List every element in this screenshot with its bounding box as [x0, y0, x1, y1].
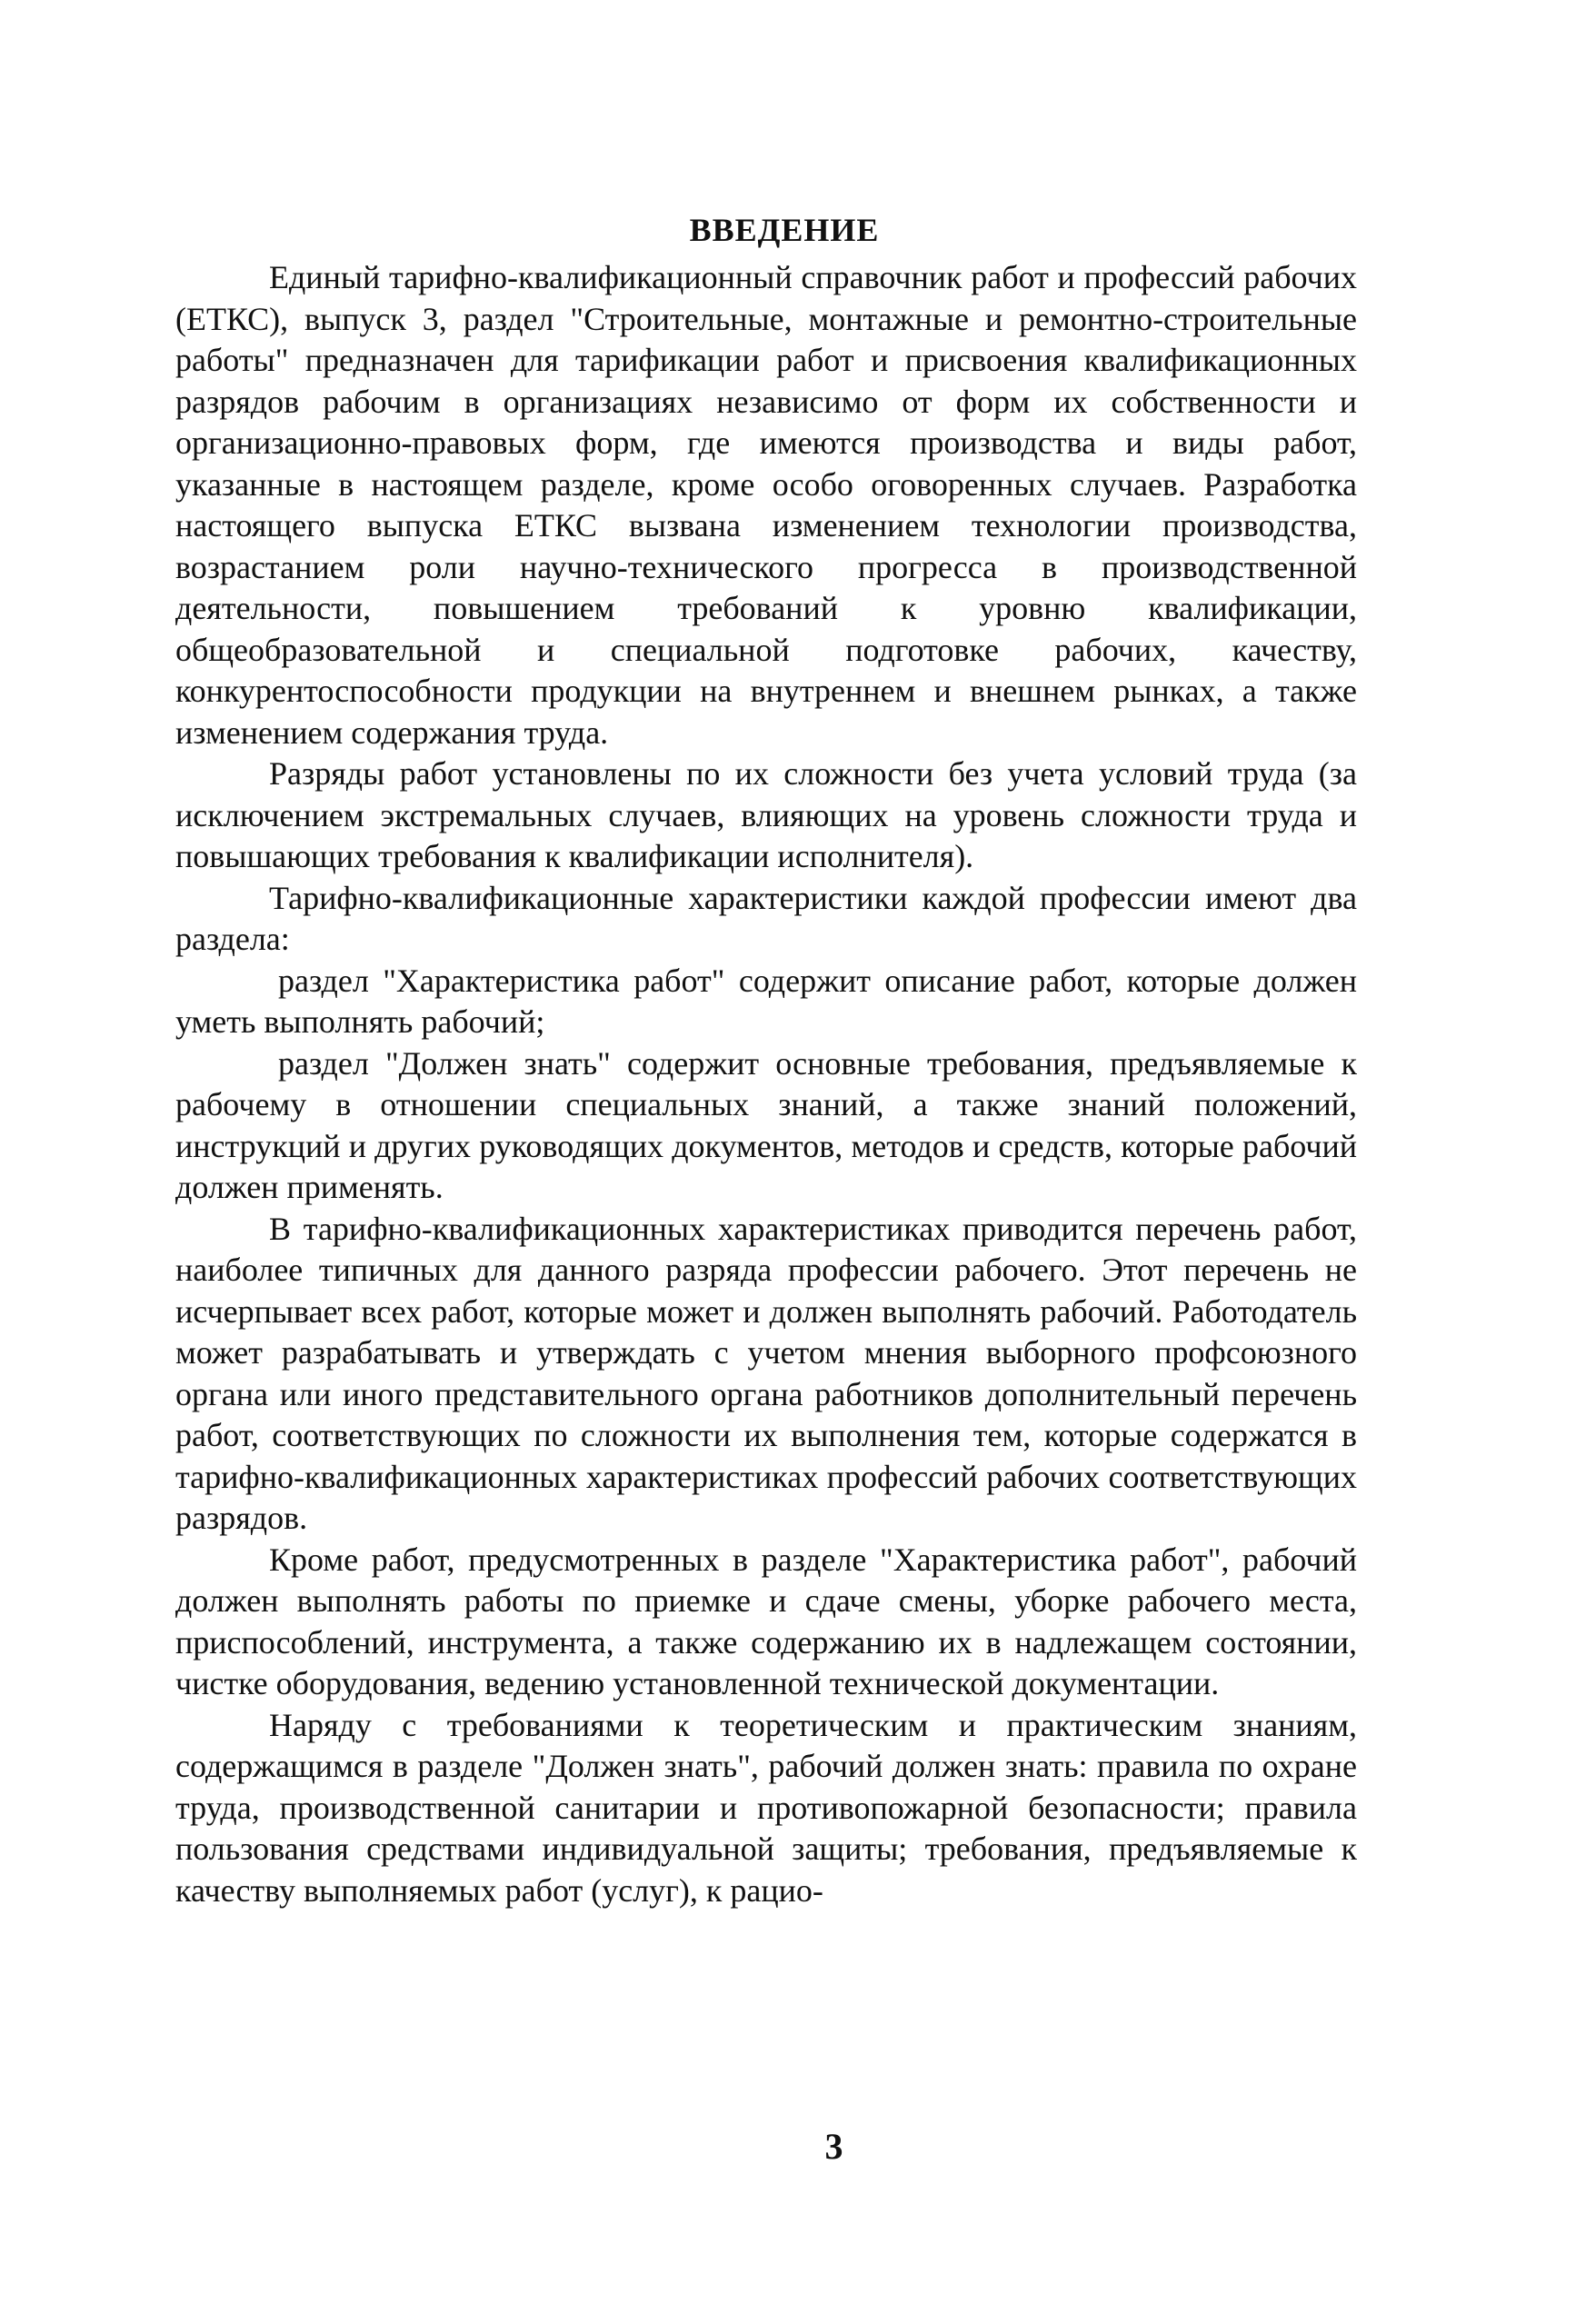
paragraph-section-knowledge: раздел "Должен знать" содержит основные требования, предъявляемые к рабочему в отношении специальных знаний, а также знаний положений, инструкций и других руководящих документов, методов и средств, которые рабочий должен применять.	[175, 1044, 1357, 1206]
paragraph-section-work: раздел "Характеристика работ" содержит описание работ, которые должен уметь выполнять рабочий;	[175, 962, 1357, 1041]
page-content	[175, 211, 1357, 1911]
page-title: ВВЕДЕНИЕ	[689, 212, 880, 248]
paragraph-requirements: Наряду с требованиями к теоретическим и практическим знаниям, содержащимся в разделе "Должен знать", рабочий должен знать: правила по охране труда, производственной санитарии и противопожарной безопасности; правила пользования средствами индивидуальной защиты; требования, предъявляемые к качеству выполняемых работ (услуг), к рацио-	[175, 1706, 1357, 1909]
paragraph-additional-duties: Кроме работ, предусмотренных в разделе "Характеристика работ", рабочий должен выполнять работы по приемке и сдаче смены, уборке рабочего места, приспособлений, инструмента, а также содержанию их в надлежащем состоянии, чистке оборудования, ведению установленной технической документации.	[175, 1541, 1357, 1702]
paragraph-characteristics: Тарифно-квалификационные характеристики каждой профессии имеют два раздела:	[175, 879, 1357, 958]
page-number: 3	[824, 2126, 843, 2167]
paragraph-grades: Разряды работ установлены по их сложности без учета условий труда (за исключением экстремальных случаев, влияющих на уровень сложности труда и повышающих требования к квалификации исполнителя).	[175, 755, 1357, 875]
paragraph-intro: Единый тарифно-квалификационный справочник работ и профессий рабочих (ЕТКС), выпуск 3, раздел "Строительные, монтажные и ремонтно-строительные работы" предназначен для тарификации работ и присвоения квалификационных разрядов рабочим в организациях независимо от форм их собственности и организационно-правовых форм, где имеются производства и виды работ, указанные в настоящем разделе, кроме особо оговоренных случаев. Разработка настоящего выпуска ЕТКС вызвана изменением технологии производства, возрастанием роли научно-технического прогресса в производственной деятельности, повышением требований к уровню квалификации, общеобразовательной и специальной подготовке рабочих, качеству, конкурентоспособности продукции на внутреннем и внешнем рынках, а также изменением содержания труда.	[175, 259, 1357, 751]
paragraph-work-list: В тарифно-квалификационных характеристиках приводится перечень работ, наиболее типичных для данного разряда профессии рабочего. Этот перечень не исчерпывает всех работ, которые может и должен выполнять рабочий. Работодатель может разрабатывать и утверждать с учетом мнения выборного профсоюзного органа или иного представительного органа работников дополнительный перечень работ, соответствующих по сложности их выполнения тем, которые содержатся в тарифно-квалификационных характеристиках профессий рабочих соответствующих разрядов.	[175, 1210, 1357, 1537]
